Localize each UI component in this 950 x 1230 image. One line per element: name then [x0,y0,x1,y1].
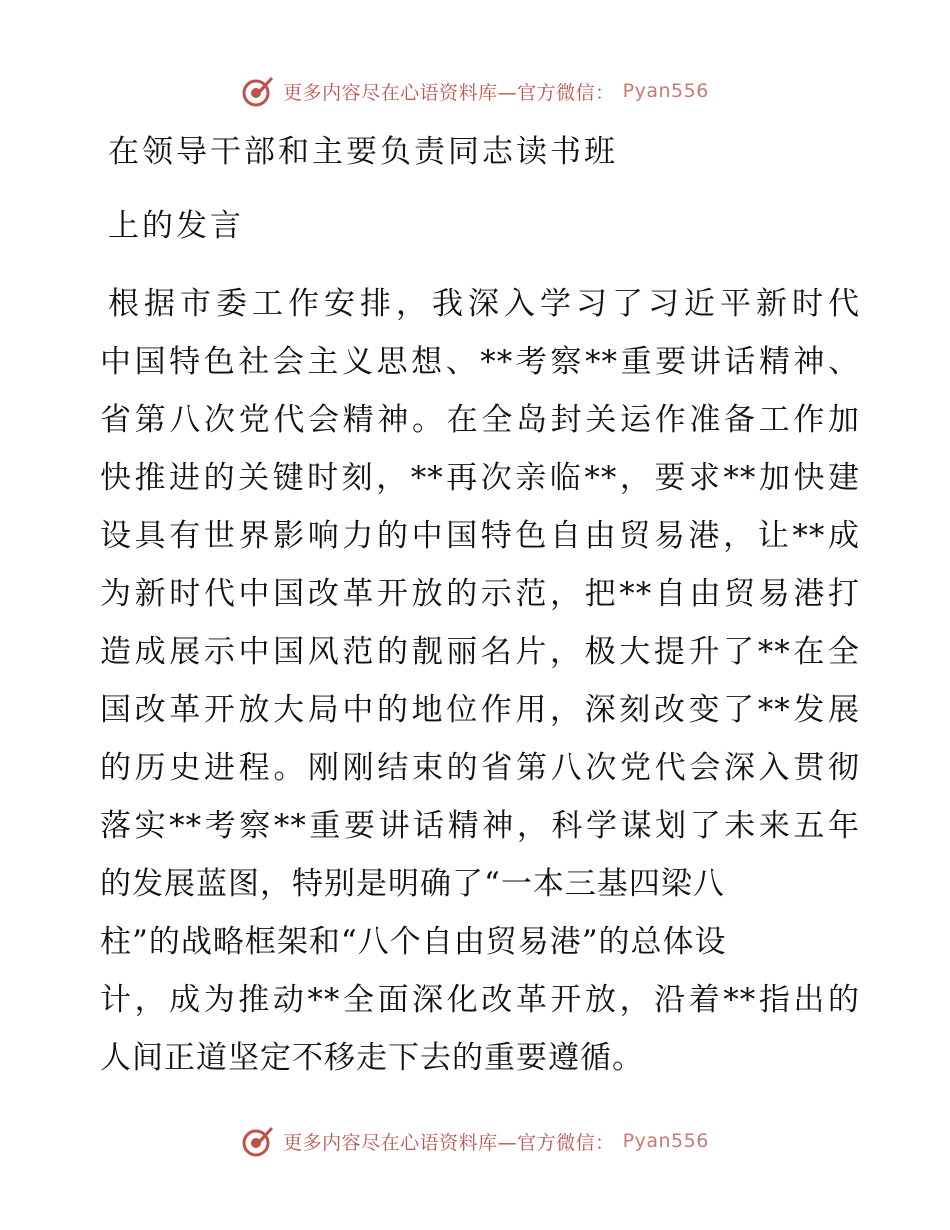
paragraph-line: 落实**考察**重要讲话精神，科学谋划了未来五年 [100,808,860,844]
paragraph-line: 计，成为推动**全面深化改革开放，沿着**指出的 [100,982,860,1018]
paragraph-line: 中国特色社会主义思想、**考察**重要讲话精神、 [100,344,860,380]
paragraph-line: 的发展蓝图，特别是明确了“一本三基四梁八 [100,866,725,902]
quill-seal-icon [241,74,275,108]
paragraph-line: 柱”的战略框架和“八个自由贸易港”的总体设 [100,924,727,960]
watermark-text: 更多内容尽在心语资料库—官方微信： [283,1131,615,1154]
paragraph-line: 为新时代中国改革开放的示范，把**自由贸易港打 [100,576,860,612]
document-title-line-2: 上的发言 [108,208,244,244]
watermark-handle: Pyan556 [622,80,709,102]
paragraph-line: 省第八次党代会精神。在全岛封关运作准备工作加 [100,402,860,438]
paragraph-line: 国改革开放大局中的地位作用，深刻改变了**发展 [100,692,860,728]
paragraph-line: 设具有世界影响力的中国特色自由贸易港，让**成 [100,518,860,554]
document-title-line-1: 在领导干部和主要负责同志读书班 [108,134,618,170]
paragraph-line: 造成展示中国风范的靓丽名片，极大提升了**在全 [100,634,860,670]
paragraph-line: 快推进的关键时刻，**再次亲临**，要求**加快建 [100,460,860,496]
paragraph-line: 人间正道坚定不移走下去的重要遵循。 [100,1040,644,1076]
quill-seal-icon [241,1124,275,1158]
paragraph-line: 的历史进程。刚刚结束的省第八次党代会深入贯彻 [100,750,860,786]
paragraph-line: 根据市委工作安排，我深入学习了习近平新时代 [108,286,860,322]
footer-watermark [0,1124,950,1158]
header-watermark [0,74,950,108]
watermark-handle: Pyan556 [622,1130,709,1152]
watermark-text: 更多内容尽在心语资料库—官方微信： [283,81,615,104]
